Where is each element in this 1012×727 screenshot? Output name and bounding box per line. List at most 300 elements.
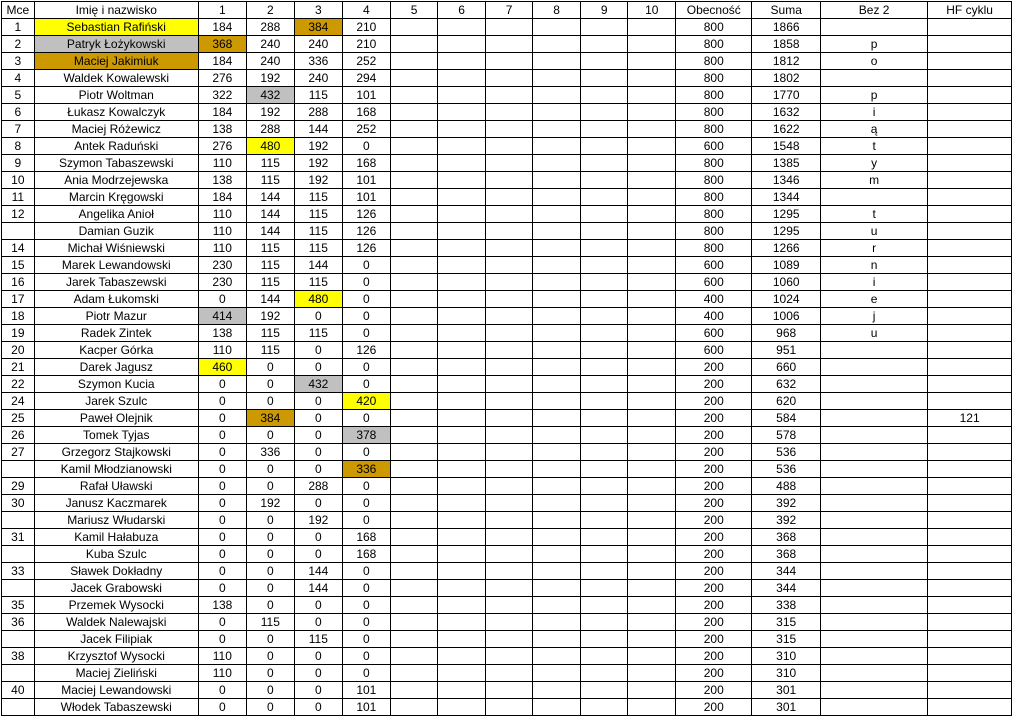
name-cell[interactable]: Adam Łukomski: [34, 291, 198, 308]
round-1-cell[interactable]: 110: [198, 240, 246, 257]
round-6-cell[interactable]: [438, 291, 486, 308]
bez2-cell[interactable]: u: [821, 325, 928, 342]
bez2-cell[interactable]: [821, 682, 928, 699]
round-8-cell[interactable]: [533, 53, 581, 70]
attendance-cell[interactable]: 200: [676, 529, 752, 546]
round-5-cell[interactable]: [390, 631, 438, 648]
round-9-cell[interactable]: [580, 495, 628, 512]
round-6-cell[interactable]: [438, 512, 486, 529]
hf-cell[interactable]: [928, 36, 1012, 53]
bez2-cell[interactable]: [821, 665, 928, 682]
round-9-cell[interactable]: [580, 291, 628, 308]
round-5-cell[interactable]: [390, 461, 438, 478]
round-3-cell[interactable]: 0: [294, 529, 342, 546]
round-10-cell[interactable]: [628, 325, 676, 342]
round-9-cell[interactable]: [580, 580, 628, 597]
round-8-cell[interactable]: [533, 631, 581, 648]
bez2-cell[interactable]: r: [821, 240, 928, 257]
round-6-cell[interactable]: [438, 257, 486, 274]
hf-cell[interactable]: [928, 223, 1012, 240]
round-1-cell[interactable]: 0: [198, 546, 246, 563]
round-1-cell[interactable]: 110: [198, 206, 246, 223]
round-10-cell[interactable]: [628, 546, 676, 563]
round-3-cell[interactable]: 192: [294, 138, 342, 155]
hf-cell[interactable]: [928, 172, 1012, 189]
round-2-cell[interactable]: 0: [246, 580, 294, 597]
round-10-cell[interactable]: [628, 19, 676, 36]
round-2-cell[interactable]: 384: [246, 410, 294, 427]
name-cell[interactable]: Sławek Dokładny: [34, 563, 198, 580]
round-8-cell[interactable]: [533, 223, 581, 240]
round-9-cell[interactable]: [580, 563, 628, 580]
round-5-cell[interactable]: [390, 546, 438, 563]
round-7-cell[interactable]: [485, 257, 533, 274]
round-5-cell[interactable]: [390, 325, 438, 342]
sum-cell[interactable]: 951: [752, 342, 821, 359]
place-cell[interactable]: 33: [2, 563, 35, 580]
round-4-cell[interactable]: 126: [342, 342, 390, 359]
round-1-cell[interactable]: 276: [198, 138, 246, 155]
round-8-cell[interactable]: [533, 699, 581, 716]
round-4-cell[interactable]: 0: [342, 359, 390, 376]
round-1-cell[interactable]: 110: [198, 155, 246, 172]
round-2-cell[interactable]: 115: [246, 274, 294, 291]
bez2-cell[interactable]: [821, 70, 928, 87]
place-cell[interactable]: 24: [2, 393, 35, 410]
name-cell[interactable]: Waldek Nalewajski: [34, 614, 198, 631]
name-cell[interactable]: Włodek Tabaszewski: [34, 699, 198, 716]
round-7-cell[interactable]: [485, 665, 533, 682]
round-3-cell[interactable]: 144: [294, 563, 342, 580]
attendance-cell[interactable]: 200: [676, 614, 752, 631]
round-3-cell[interactable]: 0: [294, 614, 342, 631]
round-4-cell[interactable]: 0: [342, 376, 390, 393]
hf-cell[interactable]: [928, 393, 1012, 410]
hf-cell[interactable]: [928, 444, 1012, 461]
round-3-cell[interactable]: 0: [294, 308, 342, 325]
sum-cell[interactable]: 488: [752, 478, 821, 495]
hf-cell[interactable]: [928, 614, 1012, 631]
attendance-cell[interactable]: 800: [676, 19, 752, 36]
round-2-cell[interactable]: 115: [246, 325, 294, 342]
round-3-cell[interactable]: 0: [294, 444, 342, 461]
sum-cell[interactable]: 315: [752, 614, 821, 631]
round-4-cell[interactable]: 210: [342, 36, 390, 53]
round-3-cell[interactable]: 115: [294, 223, 342, 240]
place-cell[interactable]: 16: [2, 274, 35, 291]
name-cell[interactable]: Janusz Kaczmarek: [34, 495, 198, 512]
round-5-cell[interactable]: [390, 70, 438, 87]
round-10-cell[interactable]: [628, 121, 676, 138]
round-10-cell[interactable]: [628, 36, 676, 53]
bez2-cell[interactable]: ą: [821, 121, 928, 138]
place-cell[interactable]: 25: [2, 410, 35, 427]
hf-cell[interactable]: [928, 189, 1012, 206]
hf-cell[interactable]: [928, 70, 1012, 87]
round-6-cell[interactable]: [438, 631, 486, 648]
attendance-cell[interactable]: 800: [676, 206, 752, 223]
round-9-cell[interactable]: [580, 631, 628, 648]
round-5-cell[interactable]: [390, 427, 438, 444]
name-cell[interactable]: Piotr Woltman: [34, 87, 198, 104]
round-2-cell[interactable]: 0: [246, 648, 294, 665]
round-10-cell[interactable]: [628, 53, 676, 70]
bez2-cell[interactable]: [821, 376, 928, 393]
attendance-cell[interactable]: 200: [676, 597, 752, 614]
round-10-cell[interactable]: [628, 682, 676, 699]
bez2-cell[interactable]: t: [821, 206, 928, 223]
round-9-cell[interactable]: [580, 699, 628, 716]
round-3-cell[interactable]: 384: [294, 19, 342, 36]
name-cell[interactable]: Ania Modrzejewska: [34, 172, 198, 189]
round-4-cell[interactable]: 0: [342, 495, 390, 512]
place-cell[interactable]: 4: [2, 70, 35, 87]
round-2-cell[interactable]: 432: [246, 87, 294, 104]
round-5-cell[interactable]: [390, 53, 438, 70]
round-1-cell[interactable]: 230: [198, 257, 246, 274]
round-1-cell[interactable]: 276: [198, 70, 246, 87]
round-7-cell[interactable]: [485, 393, 533, 410]
hf-cell[interactable]: [928, 597, 1012, 614]
sum-cell[interactable]: 310: [752, 665, 821, 682]
sum-cell[interactable]: 392: [752, 495, 821, 512]
attendance-cell[interactable]: 200: [676, 410, 752, 427]
attendance-cell[interactable]: 200: [676, 478, 752, 495]
round-4-cell[interactable]: 378: [342, 427, 390, 444]
round-4-cell[interactable]: 0: [342, 614, 390, 631]
round-7-cell[interactable]: [485, 121, 533, 138]
name-cell[interactable]: Rafał Uławski: [34, 478, 198, 495]
round-2-cell[interactable]: 240: [246, 53, 294, 70]
hf-cell[interactable]: [928, 478, 1012, 495]
attendance-cell[interactable]: 200: [676, 546, 752, 563]
round-8-cell[interactable]: [533, 563, 581, 580]
round-2-cell[interactable]: 115: [246, 257, 294, 274]
name-cell[interactable]: Paweł Olejnik: [34, 410, 198, 427]
name-cell[interactable]: Piotr Mazur: [34, 308, 198, 325]
round-1-cell[interactable]: 184: [198, 19, 246, 36]
round-1-cell[interactable]: 184: [198, 189, 246, 206]
hf-cell[interactable]: [928, 274, 1012, 291]
round-3-cell[interactable]: 0: [294, 427, 342, 444]
bez2-cell[interactable]: [821, 597, 928, 614]
name-cell[interactable]: Patryk Łożykowski: [34, 36, 198, 53]
round-7-cell[interactable]: [485, 155, 533, 172]
name-cell[interactable]: Jarek Tabaszewski: [34, 274, 198, 291]
round-10-cell[interactable]: [628, 461, 676, 478]
round-1-cell[interactable]: 0: [198, 495, 246, 512]
hf-cell[interactable]: [928, 546, 1012, 563]
round-9-cell[interactable]: [580, 274, 628, 291]
round-5-cell[interactable]: [390, 87, 438, 104]
round-5-cell[interactable]: [390, 478, 438, 495]
round-2-cell[interactable]: 0: [246, 682, 294, 699]
round-4-cell[interactable]: 0: [342, 325, 390, 342]
name-cell[interactable]: Darek Jagusz: [34, 359, 198, 376]
round-1-cell[interactable]: 0: [198, 444, 246, 461]
round-5-cell[interactable]: [390, 529, 438, 546]
round-2-cell[interactable]: 0: [246, 478, 294, 495]
round-3-cell[interactable]: 192: [294, 155, 342, 172]
round-10-cell[interactable]: [628, 410, 676, 427]
round-1-cell[interactable]: 0: [198, 291, 246, 308]
sum-cell[interactable]: 632: [752, 376, 821, 393]
round-7-cell[interactable]: [485, 461, 533, 478]
round-5-cell[interactable]: [390, 257, 438, 274]
round-9-cell[interactable]: [580, 70, 628, 87]
place-cell[interactable]: 3: [2, 53, 35, 70]
round-7-cell[interactable]: [485, 529, 533, 546]
place-cell[interactable]: [2, 631, 35, 648]
place-cell[interactable]: 5: [2, 87, 35, 104]
hf-cell[interactable]: [928, 291, 1012, 308]
round-4-cell[interactable]: 0: [342, 512, 390, 529]
round-10-cell[interactable]: [628, 70, 676, 87]
round-1-cell[interactable]: 184: [198, 53, 246, 70]
place-cell[interactable]: [2, 546, 35, 563]
round-2-cell[interactable]: 0: [246, 546, 294, 563]
round-1-cell[interactable]: 460: [198, 359, 246, 376]
round-10-cell[interactable]: [628, 104, 676, 121]
place-cell[interactable]: 1: [2, 19, 35, 36]
round-1-cell[interactable]: 138: [198, 121, 246, 138]
attendance-cell[interactable]: 800: [676, 223, 752, 240]
bez2-cell[interactable]: [821, 342, 928, 359]
round-9-cell[interactable]: [580, 461, 628, 478]
round-8-cell[interactable]: [533, 104, 581, 121]
bez2-cell[interactable]: [821, 393, 928, 410]
sum-cell[interactable]: 1024: [752, 291, 821, 308]
attendance-cell[interactable]: 400: [676, 291, 752, 308]
round-2-cell[interactable]: 0: [246, 359, 294, 376]
round-3-cell[interactable]: 115: [294, 189, 342, 206]
round-8-cell[interactable]: [533, 121, 581, 138]
round-3-cell[interactable]: 0: [294, 359, 342, 376]
hf-cell[interactable]: [928, 512, 1012, 529]
sum-cell[interactable]: 578: [752, 427, 821, 444]
attendance-cell[interactable]: 800: [676, 121, 752, 138]
hf-cell[interactable]: [928, 121, 1012, 138]
round-9-cell[interactable]: [580, 665, 628, 682]
round-7-cell[interactable]: [485, 308, 533, 325]
round-2-cell[interactable]: 115: [246, 342, 294, 359]
round-9-cell[interactable]: [580, 376, 628, 393]
round-3-cell[interactable]: 432: [294, 376, 342, 393]
round-2-cell[interactable]: 0: [246, 376, 294, 393]
place-cell[interactable]: [2, 580, 35, 597]
round-10-cell[interactable]: [628, 512, 676, 529]
place-cell[interactable]: 9: [2, 155, 35, 172]
round-10-cell[interactable]: [628, 342, 676, 359]
round-4-cell[interactable]: 126: [342, 223, 390, 240]
round-3-cell[interactable]: 288: [294, 478, 342, 495]
hf-cell[interactable]: [928, 87, 1012, 104]
sum-cell[interactable]: 1770: [752, 87, 821, 104]
round-8-cell[interactable]: [533, 274, 581, 291]
place-cell[interactable]: 31: [2, 529, 35, 546]
round-4-cell[interactable]: 101: [342, 699, 390, 716]
attendance-cell[interactable]: 200: [676, 376, 752, 393]
round-8-cell[interactable]: [533, 580, 581, 597]
attendance-cell[interactable]: 600: [676, 274, 752, 291]
round-8-cell[interactable]: [533, 308, 581, 325]
bez2-cell[interactable]: e: [821, 291, 928, 308]
round-9-cell[interactable]: [580, 240, 628, 257]
round-6-cell[interactable]: [438, 104, 486, 121]
round-6-cell[interactable]: [438, 155, 486, 172]
name-cell[interactable]: Szymon Kucia: [34, 376, 198, 393]
round-5-cell[interactable]: [390, 104, 438, 121]
round-8-cell[interactable]: [533, 240, 581, 257]
round-6-cell[interactable]: [438, 461, 486, 478]
round-9-cell[interactable]: [580, 138, 628, 155]
round-10-cell[interactable]: [628, 189, 676, 206]
round-7-cell[interactable]: [485, 376, 533, 393]
round-6-cell[interactable]: [438, 495, 486, 512]
round-9-cell[interactable]: [580, 597, 628, 614]
sum-cell[interactable]: 1295: [752, 223, 821, 240]
round-10-cell[interactable]: [628, 291, 676, 308]
column-header[interactable]: 9: [580, 2, 628, 19]
round-1-cell[interactable]: 110: [198, 665, 246, 682]
round-5-cell[interactable]: [390, 682, 438, 699]
round-2-cell[interactable]: 115: [246, 172, 294, 189]
round-9-cell[interactable]: [580, 478, 628, 495]
round-4-cell[interactable]: 0: [342, 257, 390, 274]
round-7-cell[interactable]: [485, 87, 533, 104]
place-cell[interactable]: 27: [2, 444, 35, 461]
round-1-cell[interactable]: 322: [198, 87, 246, 104]
hf-cell[interactable]: [928, 240, 1012, 257]
name-cell[interactable]: Jarek Szulc: [34, 393, 198, 410]
round-4-cell[interactable]: 0: [342, 665, 390, 682]
round-9-cell[interactable]: [580, 393, 628, 410]
round-5-cell[interactable]: [390, 580, 438, 597]
hf-cell[interactable]: [928, 461, 1012, 478]
round-5-cell[interactable]: [390, 359, 438, 376]
place-cell[interactable]: 30: [2, 495, 35, 512]
attendance-cell[interactable]: 200: [676, 512, 752, 529]
sum-cell[interactable]: 1266: [752, 240, 821, 257]
round-2-cell[interactable]: 0: [246, 597, 294, 614]
attendance-cell[interactable]: 200: [676, 427, 752, 444]
round-6-cell[interactable]: [438, 87, 486, 104]
bez2-cell[interactable]: [821, 495, 928, 512]
round-7-cell[interactable]: [485, 512, 533, 529]
round-7-cell[interactable]: [485, 546, 533, 563]
attendance-cell[interactable]: 600: [676, 325, 752, 342]
name-cell[interactable]: Antek Raduński: [34, 138, 198, 155]
attendance-cell[interactable]: 800: [676, 36, 752, 53]
place-cell[interactable]: [2, 461, 35, 478]
round-8-cell[interactable]: [533, 597, 581, 614]
round-4-cell[interactable]: 101: [342, 172, 390, 189]
round-4-cell[interactable]: 0: [342, 580, 390, 597]
round-5-cell[interactable]: [390, 189, 438, 206]
round-5-cell[interactable]: [390, 444, 438, 461]
name-cell[interactable]: Maciej Lewandowski: [34, 682, 198, 699]
round-4-cell[interactable]: 0: [342, 478, 390, 495]
attendance-cell[interactable]: 800: [676, 87, 752, 104]
round-9-cell[interactable]: [580, 189, 628, 206]
round-2-cell[interactable]: 0: [246, 393, 294, 410]
attendance-cell[interactable]: 200: [676, 461, 752, 478]
name-cell[interactable]: Grzegorz Stajkowski: [34, 444, 198, 461]
round-6-cell[interactable]: [438, 206, 486, 223]
round-8-cell[interactable]: [533, 682, 581, 699]
round-10-cell[interactable]: [628, 172, 676, 189]
place-cell[interactable]: 20: [2, 342, 35, 359]
hf-cell[interactable]: [928, 138, 1012, 155]
round-4-cell[interactable]: 0: [342, 597, 390, 614]
round-2-cell[interactable]: 192: [246, 308, 294, 325]
round-5-cell[interactable]: [390, 614, 438, 631]
round-1-cell[interactable]: 0: [198, 512, 246, 529]
bez2-cell[interactable]: [821, 648, 928, 665]
round-5-cell[interactable]: [390, 121, 438, 138]
round-3-cell[interactable]: 144: [294, 121, 342, 138]
bez2-cell[interactable]: p: [821, 87, 928, 104]
round-4-cell[interactable]: 0: [342, 274, 390, 291]
column-header[interactable]: 10: [628, 2, 676, 19]
round-6-cell[interactable]: [438, 308, 486, 325]
round-8-cell[interactable]: [533, 189, 581, 206]
bez2-cell[interactable]: t: [821, 138, 928, 155]
place-cell[interactable]: 10: [2, 172, 35, 189]
place-cell[interactable]: 40: [2, 682, 35, 699]
name-cell[interactable]: Łukasz Kowalczyk: [34, 104, 198, 121]
round-8-cell[interactable]: [533, 410, 581, 427]
place-cell[interactable]: [2, 223, 35, 240]
round-6-cell[interactable]: [438, 240, 486, 257]
name-cell[interactable]: Przemek Wysocki: [34, 597, 198, 614]
sum-cell[interactable]: 1548: [752, 138, 821, 155]
round-7-cell[interactable]: [485, 223, 533, 240]
round-3-cell[interactable]: 0: [294, 597, 342, 614]
name-cell[interactable]: Michał Wiśniewski: [34, 240, 198, 257]
round-8-cell[interactable]: [533, 393, 581, 410]
place-cell[interactable]: 21: [2, 359, 35, 376]
attendance-cell[interactable]: 400: [676, 308, 752, 325]
round-2-cell[interactable]: 0: [246, 563, 294, 580]
round-9-cell[interactable]: [580, 104, 628, 121]
hf-cell[interactable]: [928, 665, 1012, 682]
round-7-cell[interactable]: [485, 274, 533, 291]
name-cell[interactable]: Jacek Grabowski: [34, 580, 198, 597]
round-7-cell[interactable]: [485, 291, 533, 308]
round-6-cell[interactable]: [438, 563, 486, 580]
attendance-cell[interactable]: 200: [676, 699, 752, 716]
round-3-cell[interactable]: 0: [294, 393, 342, 410]
round-1-cell[interactable]: 0: [198, 699, 246, 716]
sum-cell[interactable]: 660: [752, 359, 821, 376]
round-1-cell[interactable]: 0: [198, 461, 246, 478]
place-cell[interactable]: 12: [2, 206, 35, 223]
round-9-cell[interactable]: [580, 121, 628, 138]
round-5-cell[interactable]: [390, 563, 438, 580]
round-5-cell[interactable]: [390, 19, 438, 36]
place-cell[interactable]: 6: [2, 104, 35, 121]
round-10-cell[interactable]: [628, 614, 676, 631]
round-3-cell[interactable]: 0: [294, 410, 342, 427]
sum-cell[interactable]: 368: [752, 529, 821, 546]
round-5-cell[interactable]: [390, 223, 438, 240]
place-cell[interactable]: 22: [2, 376, 35, 393]
hf-cell[interactable]: [928, 206, 1012, 223]
column-header[interactable]: Imię i nazwisko: [34, 2, 198, 19]
round-3-cell[interactable]: 115: [294, 325, 342, 342]
name-cell[interactable]: Maciej Różewicz: [34, 121, 198, 138]
